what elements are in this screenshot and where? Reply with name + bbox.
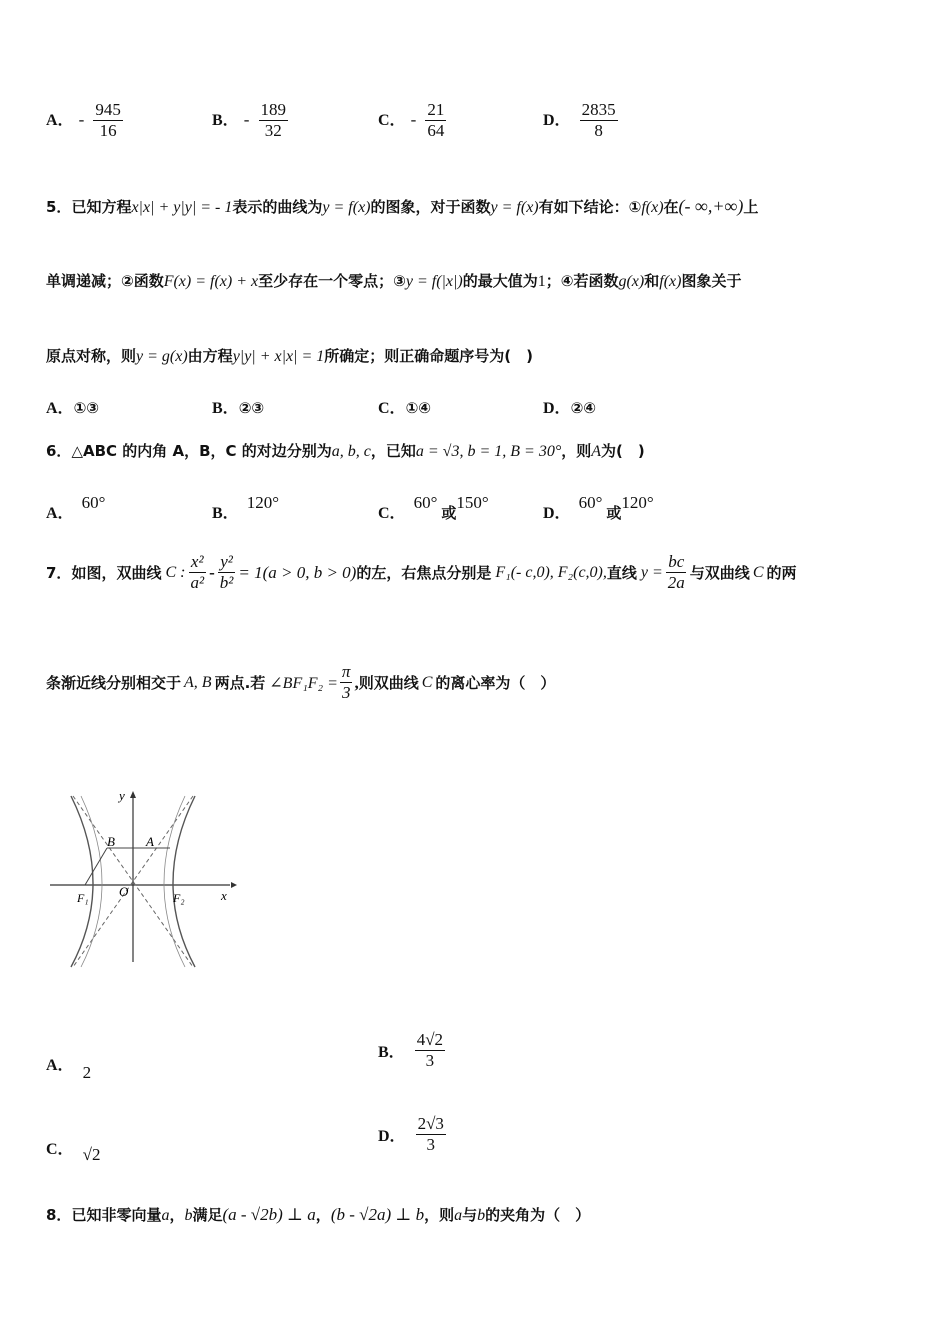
option-label: C． xyxy=(378,112,406,129)
q5-text: 图象关于 xyxy=(681,272,742,290)
option-value: 120° xyxy=(246,493,279,512)
q8-text: ， xyxy=(169,1206,185,1224)
denominator: 8 xyxy=(594,121,603,140)
minus-sign: - xyxy=(209,562,215,582)
option-text: ②③ xyxy=(238,399,265,417)
q7-text: 的两 xyxy=(766,564,797,582)
q5-text: 由方程 xyxy=(187,347,233,365)
option-label: C． xyxy=(46,1141,74,1158)
question-number: 6． xyxy=(46,442,72,460)
option-label: D． xyxy=(543,400,571,417)
q7-option-c xyxy=(46,1136,101,1164)
option-value: 2 xyxy=(82,1063,92,1082)
q5-text: 的图象，对于函数 xyxy=(370,198,491,216)
q5-text: 所确定；则正确命题序号为( ) xyxy=(324,347,533,365)
function-expr: g(x) xyxy=(618,273,645,290)
denominator: b² xyxy=(219,573,234,592)
option-label: C． xyxy=(378,505,406,522)
q5-text: 和 xyxy=(644,272,660,290)
q5-text: 原点对称，则 xyxy=(46,347,137,365)
q8-text: ，则 xyxy=(424,1206,455,1224)
point-b-label: B xyxy=(107,834,115,849)
function-expr: f(x) xyxy=(641,199,664,216)
numerator: 189 xyxy=(260,100,287,119)
equation-rest: = 1(a > 0, b > 0) xyxy=(238,562,357,582)
option-value: 60° xyxy=(578,493,603,512)
x-label: x xyxy=(221,888,227,903)
q4-option-d xyxy=(543,100,618,141)
q5-text: 单调递减；②函数 xyxy=(46,272,164,290)
numerator: 945 xyxy=(95,100,121,119)
denominator: 16 xyxy=(99,121,117,140)
hyperbola-figure xyxy=(45,782,245,972)
function-expr: y = f(x) xyxy=(490,199,539,216)
points: A, B xyxy=(184,673,212,691)
option-value: 120° xyxy=(621,493,654,512)
given-values: a = √3, b = 1, B = 30° xyxy=(415,443,562,460)
segment-f1-b xyxy=(85,848,107,885)
q5-text: 已知方程 xyxy=(71,198,132,216)
minus-sign: - xyxy=(243,110,250,129)
foci: F₁(- c,0), F₂(c,0), xyxy=(495,563,607,581)
option-label: C． xyxy=(378,400,406,417)
option-label: D． xyxy=(543,505,571,522)
question-number: 5． xyxy=(46,198,72,216)
option-label: B． xyxy=(212,112,239,129)
or-text: 或 xyxy=(441,504,457,522)
function-expr: y = g(x) xyxy=(136,348,188,365)
fraction xyxy=(415,1030,445,1071)
point-a-label: A xyxy=(146,834,154,849)
option-label: A． xyxy=(46,112,74,129)
fraction xyxy=(580,100,618,141)
q8-text: 已知非零向量 xyxy=(71,1206,162,1224)
vector-b: b xyxy=(184,1207,193,1224)
q7-text: 两点.若 xyxy=(214,674,266,692)
numerator: bc xyxy=(668,552,685,571)
q5-text: 上 xyxy=(743,198,759,216)
vector-a: a xyxy=(454,1207,463,1224)
hyperbola-left-branch xyxy=(71,796,93,967)
origin-label: O xyxy=(119,884,129,899)
q7-text: 则双曲线 xyxy=(358,674,419,692)
q5-line-3 xyxy=(46,345,533,366)
option-label: D． xyxy=(543,112,571,129)
q5-text: 的最大值为 xyxy=(462,272,538,290)
hyperbola-right-branch xyxy=(173,796,195,967)
q6-option-b xyxy=(212,490,279,522)
q5-text: 表示的曲线为 xyxy=(232,198,323,216)
q5-text: 在 xyxy=(663,198,679,216)
q8-text: 满足 xyxy=(192,1206,223,1224)
fraction-pi-3 xyxy=(340,662,353,703)
denominator: 3 xyxy=(426,1135,435,1154)
q7-option-b xyxy=(378,1030,445,1071)
option-value: 60° xyxy=(81,493,106,512)
fraction-x2-a2 xyxy=(188,552,206,593)
q5-text: ；④若函数 xyxy=(545,272,619,290)
fraction xyxy=(259,100,289,141)
q6-option-a xyxy=(46,490,106,522)
option-text: ②④ xyxy=(570,399,596,417)
function-expr: F(x) = f(x) + x xyxy=(163,273,259,290)
denominator: 64 xyxy=(427,121,445,140)
q4-option-b xyxy=(212,100,288,141)
q5-option-a xyxy=(46,395,99,418)
function-expr: y = f(x) xyxy=(322,199,371,216)
numerator: 2√3 xyxy=(417,1114,444,1133)
option-value: √2 xyxy=(82,1145,101,1164)
equation: x|x| + y|y| = - 1 xyxy=(131,199,233,216)
numerator: π xyxy=(341,662,351,681)
denominator: 3 xyxy=(425,1051,435,1070)
condition-2: (b - √2a) ⊥ b xyxy=(330,1205,425,1224)
denominator: 2a xyxy=(667,573,685,592)
q5-text: 有如下结论：① xyxy=(538,198,642,216)
option-label: A． xyxy=(46,1057,74,1074)
fraction-y2-b2 xyxy=(218,552,236,593)
q5-text: 至少存在一个零点；③ xyxy=(258,272,406,290)
curve-name: C : xyxy=(165,563,186,581)
fraction xyxy=(416,1114,446,1155)
q6-line-1 xyxy=(46,440,645,461)
q7-text: 条渐近线分别相交于 xyxy=(46,674,182,692)
x-axis-arrow xyxy=(231,882,237,888)
angle-expr: ∠BF₁F₂ = xyxy=(269,674,338,692)
q6-text: ，则 xyxy=(561,442,592,460)
fraction xyxy=(425,100,446,141)
minus-sign: - xyxy=(78,110,85,129)
q6-option-d xyxy=(543,490,654,522)
q5-option-b xyxy=(212,395,264,418)
option-label: B． xyxy=(212,505,239,522)
fraction xyxy=(93,100,123,141)
equation: y|y| + x|x| = 1 xyxy=(232,348,325,365)
q8-text: 与 xyxy=(462,1206,478,1224)
numerator: 21 xyxy=(427,100,445,119)
option-text: ①④ xyxy=(405,399,431,417)
question-number: 7． xyxy=(46,564,72,582)
q7-line-1 xyxy=(46,552,797,593)
line-expr: y = xyxy=(640,563,663,581)
hyperbola-diagram xyxy=(45,782,245,972)
q7-text: 与双曲线 xyxy=(689,564,750,582)
q7-option-d xyxy=(378,1114,446,1155)
numerator: 4√2 xyxy=(416,1030,444,1049)
sides: a, b, c xyxy=(331,443,371,460)
option-value: 60° xyxy=(413,493,438,512)
option-label: A． xyxy=(46,400,74,417)
option-label: A． xyxy=(46,505,74,522)
f1-label: F₁ xyxy=(77,891,89,905)
q8-text: 的夹角为（ ） xyxy=(485,1206,591,1224)
numerator: x² xyxy=(190,552,204,571)
denominator: 3 xyxy=(341,683,351,702)
q7-text: 直线 xyxy=(606,564,637,582)
value: 1 xyxy=(537,273,546,290)
y-label: y xyxy=(119,788,125,803)
vector-b: b xyxy=(477,1207,486,1224)
q6-option-c xyxy=(378,490,489,522)
curve-name: C xyxy=(421,673,433,691)
q7-option-a xyxy=(46,1052,92,1082)
q8-text: ， xyxy=(315,1206,331,1224)
option-label: D． xyxy=(378,1128,406,1145)
q7-line-2 xyxy=(46,662,555,703)
function-expr: y = f(|x|) xyxy=(405,273,463,290)
condition-1: (a - √2b) ⊥ a xyxy=(222,1205,316,1224)
q5-line-2 xyxy=(46,270,741,291)
comma: , xyxy=(354,672,359,692)
q7-text: 的左，右焦点分别是 xyxy=(356,564,492,582)
function-expr: f(x) xyxy=(659,273,682,290)
q5-line-1 xyxy=(46,196,758,217)
or-text: 或 xyxy=(606,504,622,522)
q4-option-c xyxy=(378,100,446,141)
option-label: B． xyxy=(378,1044,405,1061)
interval: (- ∞,+∞) xyxy=(678,196,744,216)
q4-option-a xyxy=(46,100,123,141)
f2-label: F₂ xyxy=(173,891,185,905)
denominator: 32 xyxy=(264,121,282,140)
q5-option-d xyxy=(543,395,596,418)
question-number: 8． xyxy=(46,1206,72,1224)
q6-text: 为( ) xyxy=(601,442,645,460)
option-text: ①③ xyxy=(73,399,99,417)
q7-text: 的离心率为（ ） xyxy=(435,674,556,692)
denominator: a² xyxy=(190,573,205,592)
angle-var: A xyxy=(591,443,602,460)
numerator: 2835 xyxy=(581,100,616,119)
vector-a: a xyxy=(161,1207,170,1224)
minus-sign: - xyxy=(410,110,417,129)
q8-line-1 xyxy=(46,1204,590,1225)
numerator: y² xyxy=(220,552,233,571)
q5-option-c xyxy=(378,395,431,418)
y-axis-arrow xyxy=(130,791,136,798)
curve-name: C xyxy=(752,563,764,581)
option-value: 150° xyxy=(456,493,489,512)
fraction-bc-2a xyxy=(666,552,687,593)
q7-text: 如图，双曲线 xyxy=(71,564,162,582)
q6-text: ，已知 xyxy=(370,442,416,460)
q6-text: △ABC 的内角 A，B，C 的对边分别为 xyxy=(71,442,332,460)
option-label: B． xyxy=(212,400,239,417)
